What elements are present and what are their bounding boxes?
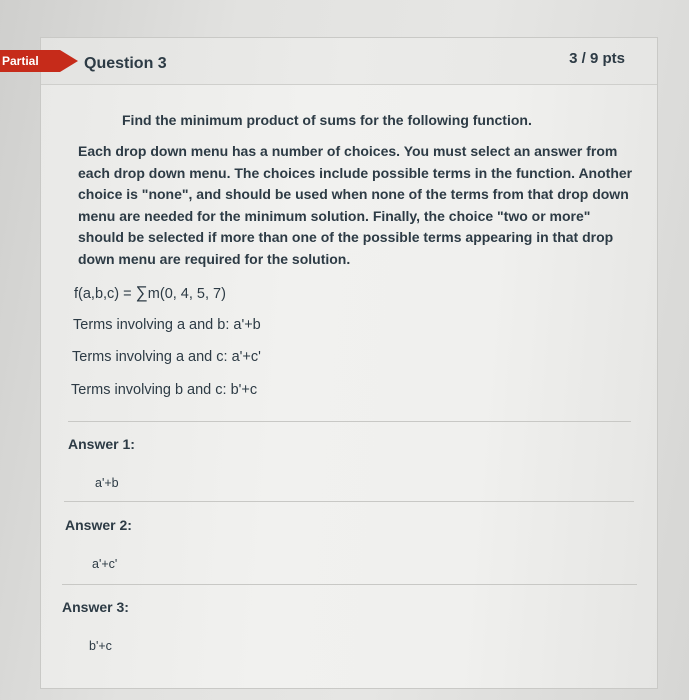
sigma-symbol: ∑ [135,283,148,302]
function-prefix: f(a,b,c) = [74,286,136,302]
divider [64,501,634,502]
terms-bc: Terms involving b and c: b'+c [71,382,258,398]
answer-1-select[interactable]: a'+b [95,476,119,490]
divider [68,421,631,422]
function-expression [74,283,226,303]
partial-badge: Partial [0,50,60,72]
answer-3-label: Answer 3: [62,599,129,615]
question-card [40,37,658,689]
question-title: Question 3 [84,55,167,72]
answer-2-label: Answer 2: [65,517,132,533]
terms-ab: Terms involving a and b: a'+b [73,317,261,333]
divider [62,584,637,585]
answer-3-select[interactable]: b'+c [89,639,112,653]
function-minterms: m(0, 4, 5, 7) [147,286,226,302]
terms-ac: Terms involving a and c: a'+c' [72,349,261,365]
question-instruction: Find the minimum product of sums for the following function. [122,112,532,128]
answer-2-select[interactable]: a'+c' [92,557,118,571]
question-description: Each drop down menu has a number of choices. You must select an answer from each drop down menu. The choices include possible terms in the function. Another choice is "none", and should be used when none of the terms from that drop down menu are needed for the minimum solution. Finally, the choice "two or more" should be selected if more than one of the possible terms appearing in that drop down menu are required for the solution. [78,143,633,267]
question-header [41,38,657,85]
partial-badge-arrow [60,50,78,72]
answer-1-label: Answer 1: [68,436,135,452]
question-points: 3 / 9 pts [569,50,625,67]
